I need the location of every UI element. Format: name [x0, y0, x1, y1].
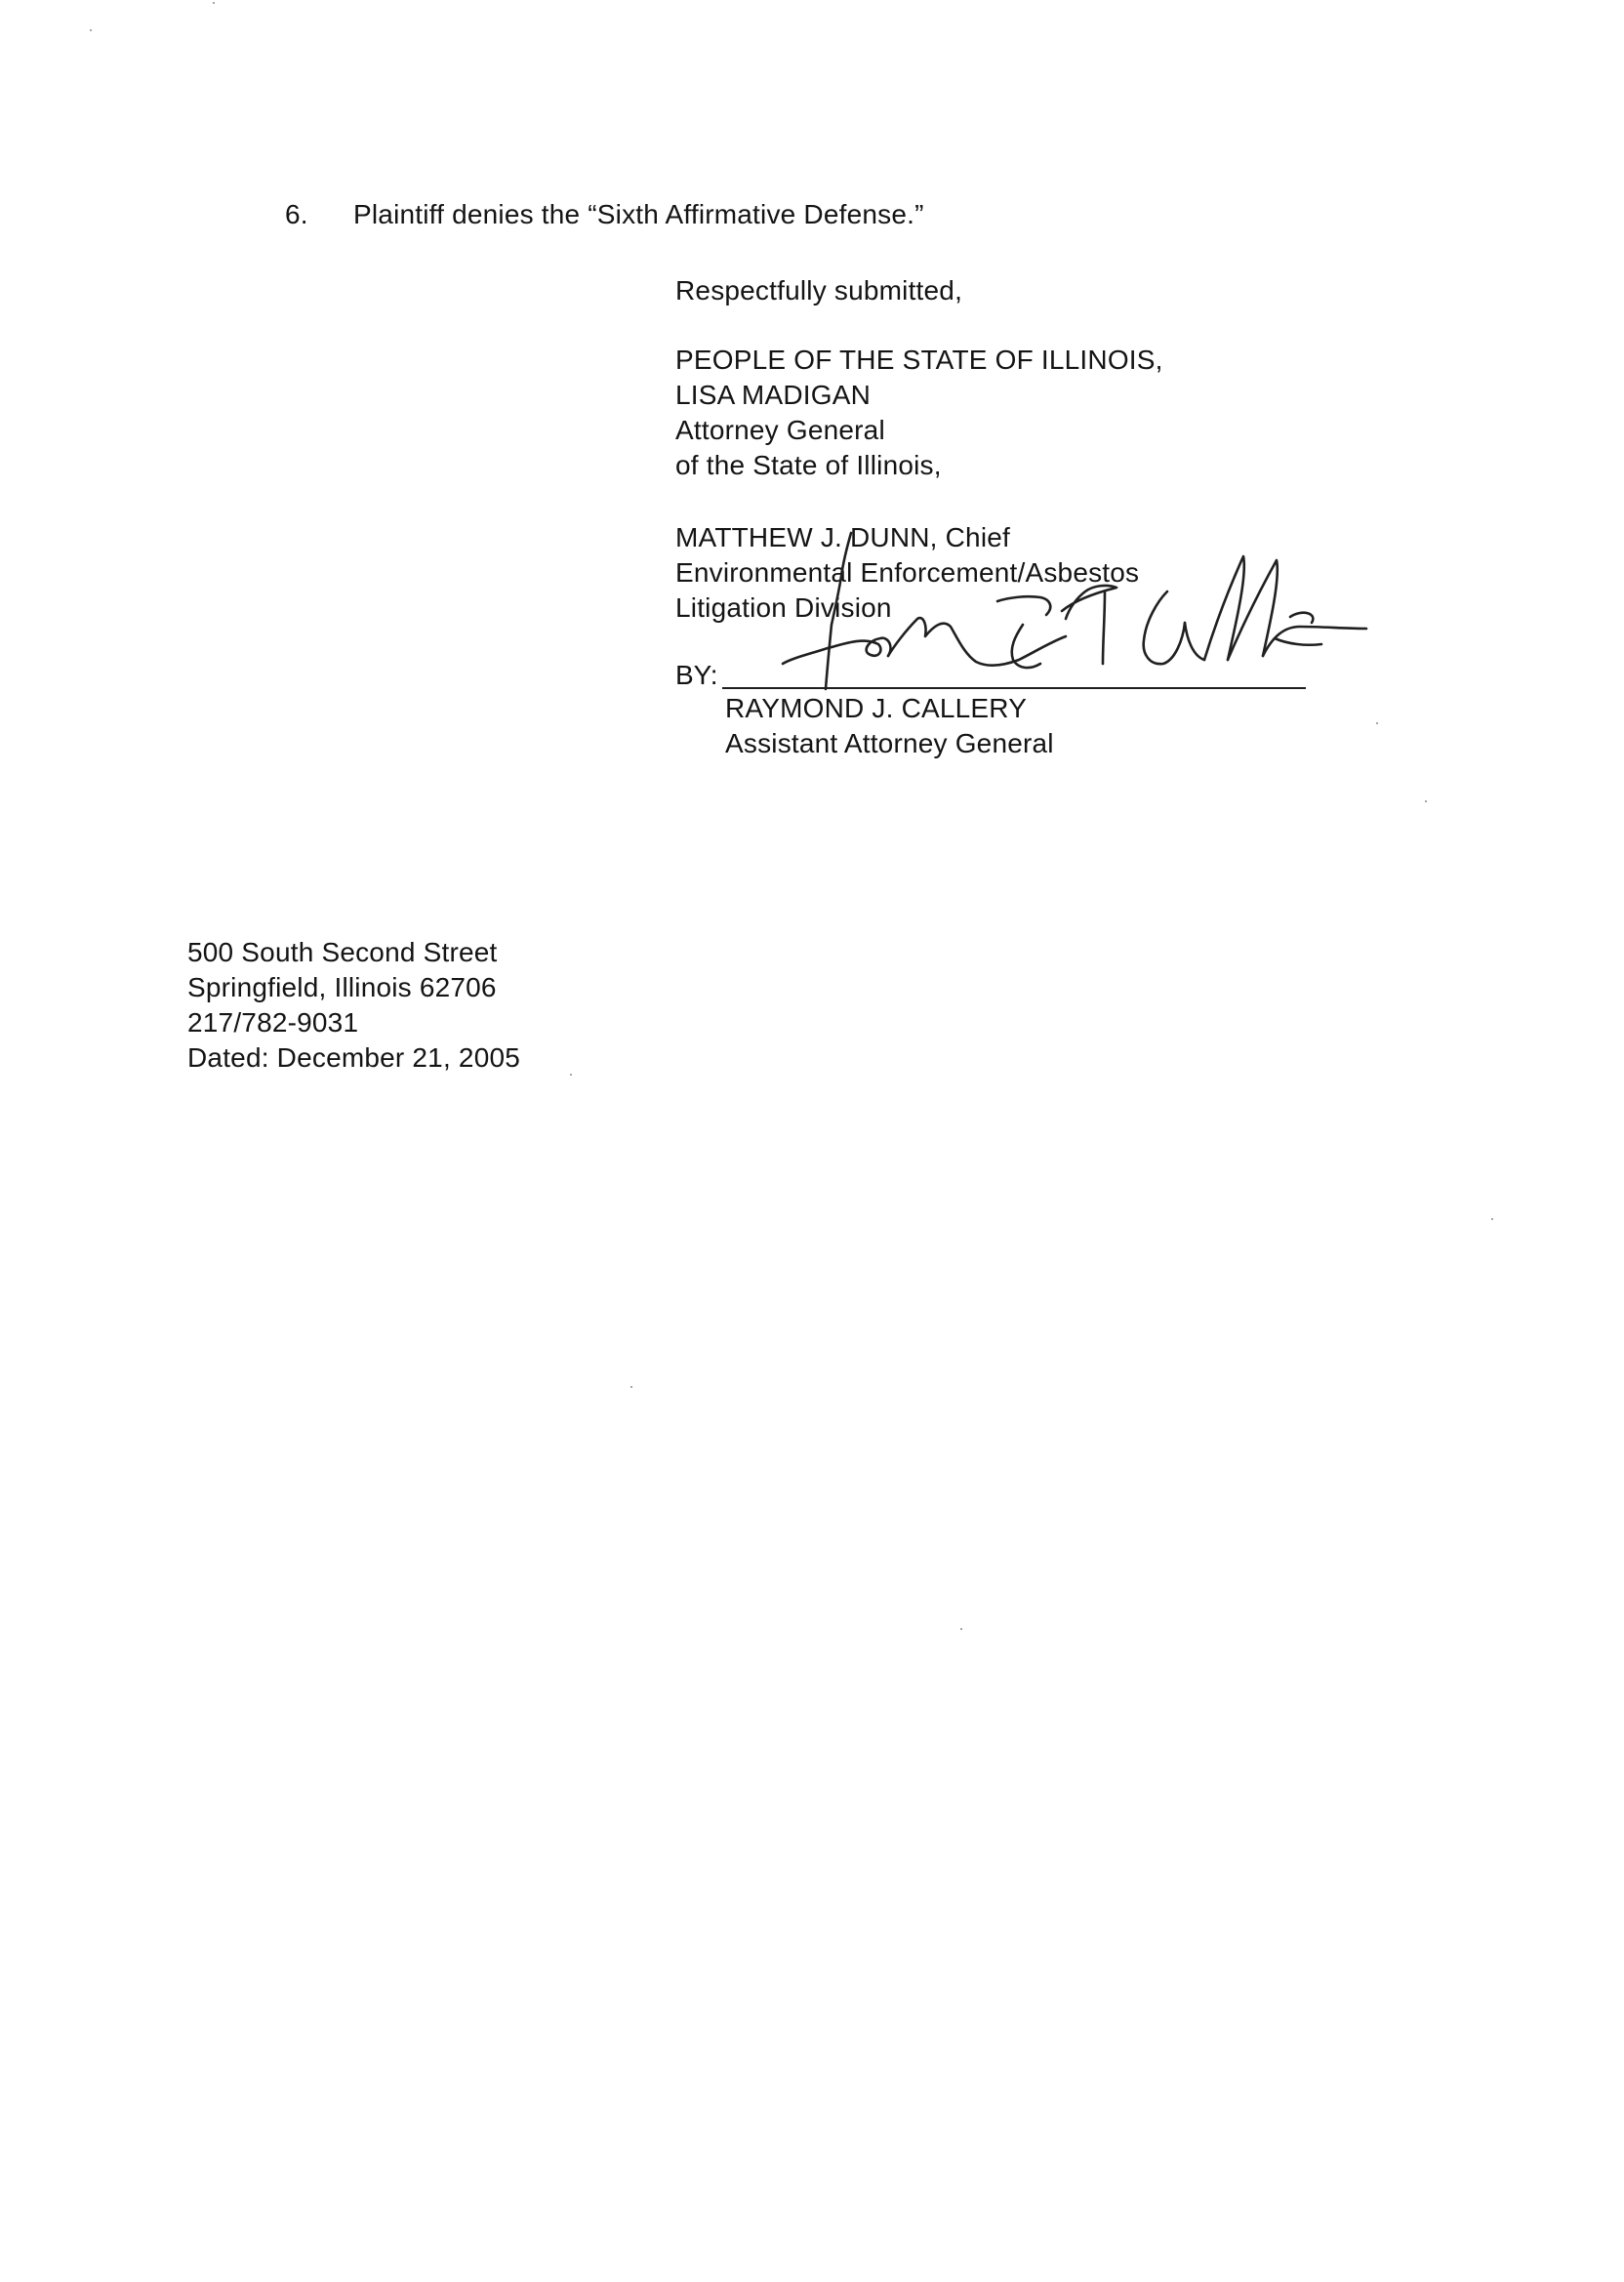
- party-line: PEOPLE OF THE STATE OF ILLINOIS,: [675, 345, 1163, 375]
- signer-title: Assistant Attorney General: [725, 728, 1054, 758]
- division-line: Environmental Enforcement/Asbestos: [675, 557, 1140, 588]
- address-phone: 217/782-9031: [187, 1007, 359, 1038]
- division-line: MATTHEW J. DUNN, Chief: [675, 522, 1010, 552]
- address-block: [187, 935, 520, 1076]
- party-line: LISA MADIGAN: [675, 380, 872, 410]
- signer-block: [725, 691, 1054, 761]
- party-line: of the State of Illinois,: [675, 450, 942, 480]
- handwritten-signature: [742, 517, 1425, 713]
- date-line: Dated: December 21, 2005: [187, 1042, 521, 1073]
- party-block: [675, 343, 1163, 483]
- division-line: Litigation Division: [675, 592, 892, 623]
- scan-speck: [1491, 1218, 1493, 1220]
- by-label: BY:: [675, 660, 718, 690]
- scan-speck: [1425, 800, 1427, 802]
- paragraph-text: Plaintiff denies the “Sixth Affirmative Defense.”: [353, 199, 924, 229]
- scan-speck: [630, 1386, 632, 1388]
- party-line: Attorney General: [675, 415, 885, 445]
- paragraph-number: 6.: [285, 199, 308, 229]
- address-street: 500 South Second Street: [187, 937, 498, 967]
- scan-speck: [960, 1628, 962, 1630]
- scan-speck: [90, 29, 92, 31]
- scan-speck: [213, 2, 215, 4]
- scan-speck: [1376, 722, 1378, 724]
- signer-name: RAYMOND J. CALLERY: [725, 693, 1028, 723]
- closing-line: Respectfully submitted,: [675, 275, 963, 306]
- scan-speck: [570, 1074, 572, 1076]
- address-city: Springfield, Illinois 62706: [187, 972, 497, 1002]
